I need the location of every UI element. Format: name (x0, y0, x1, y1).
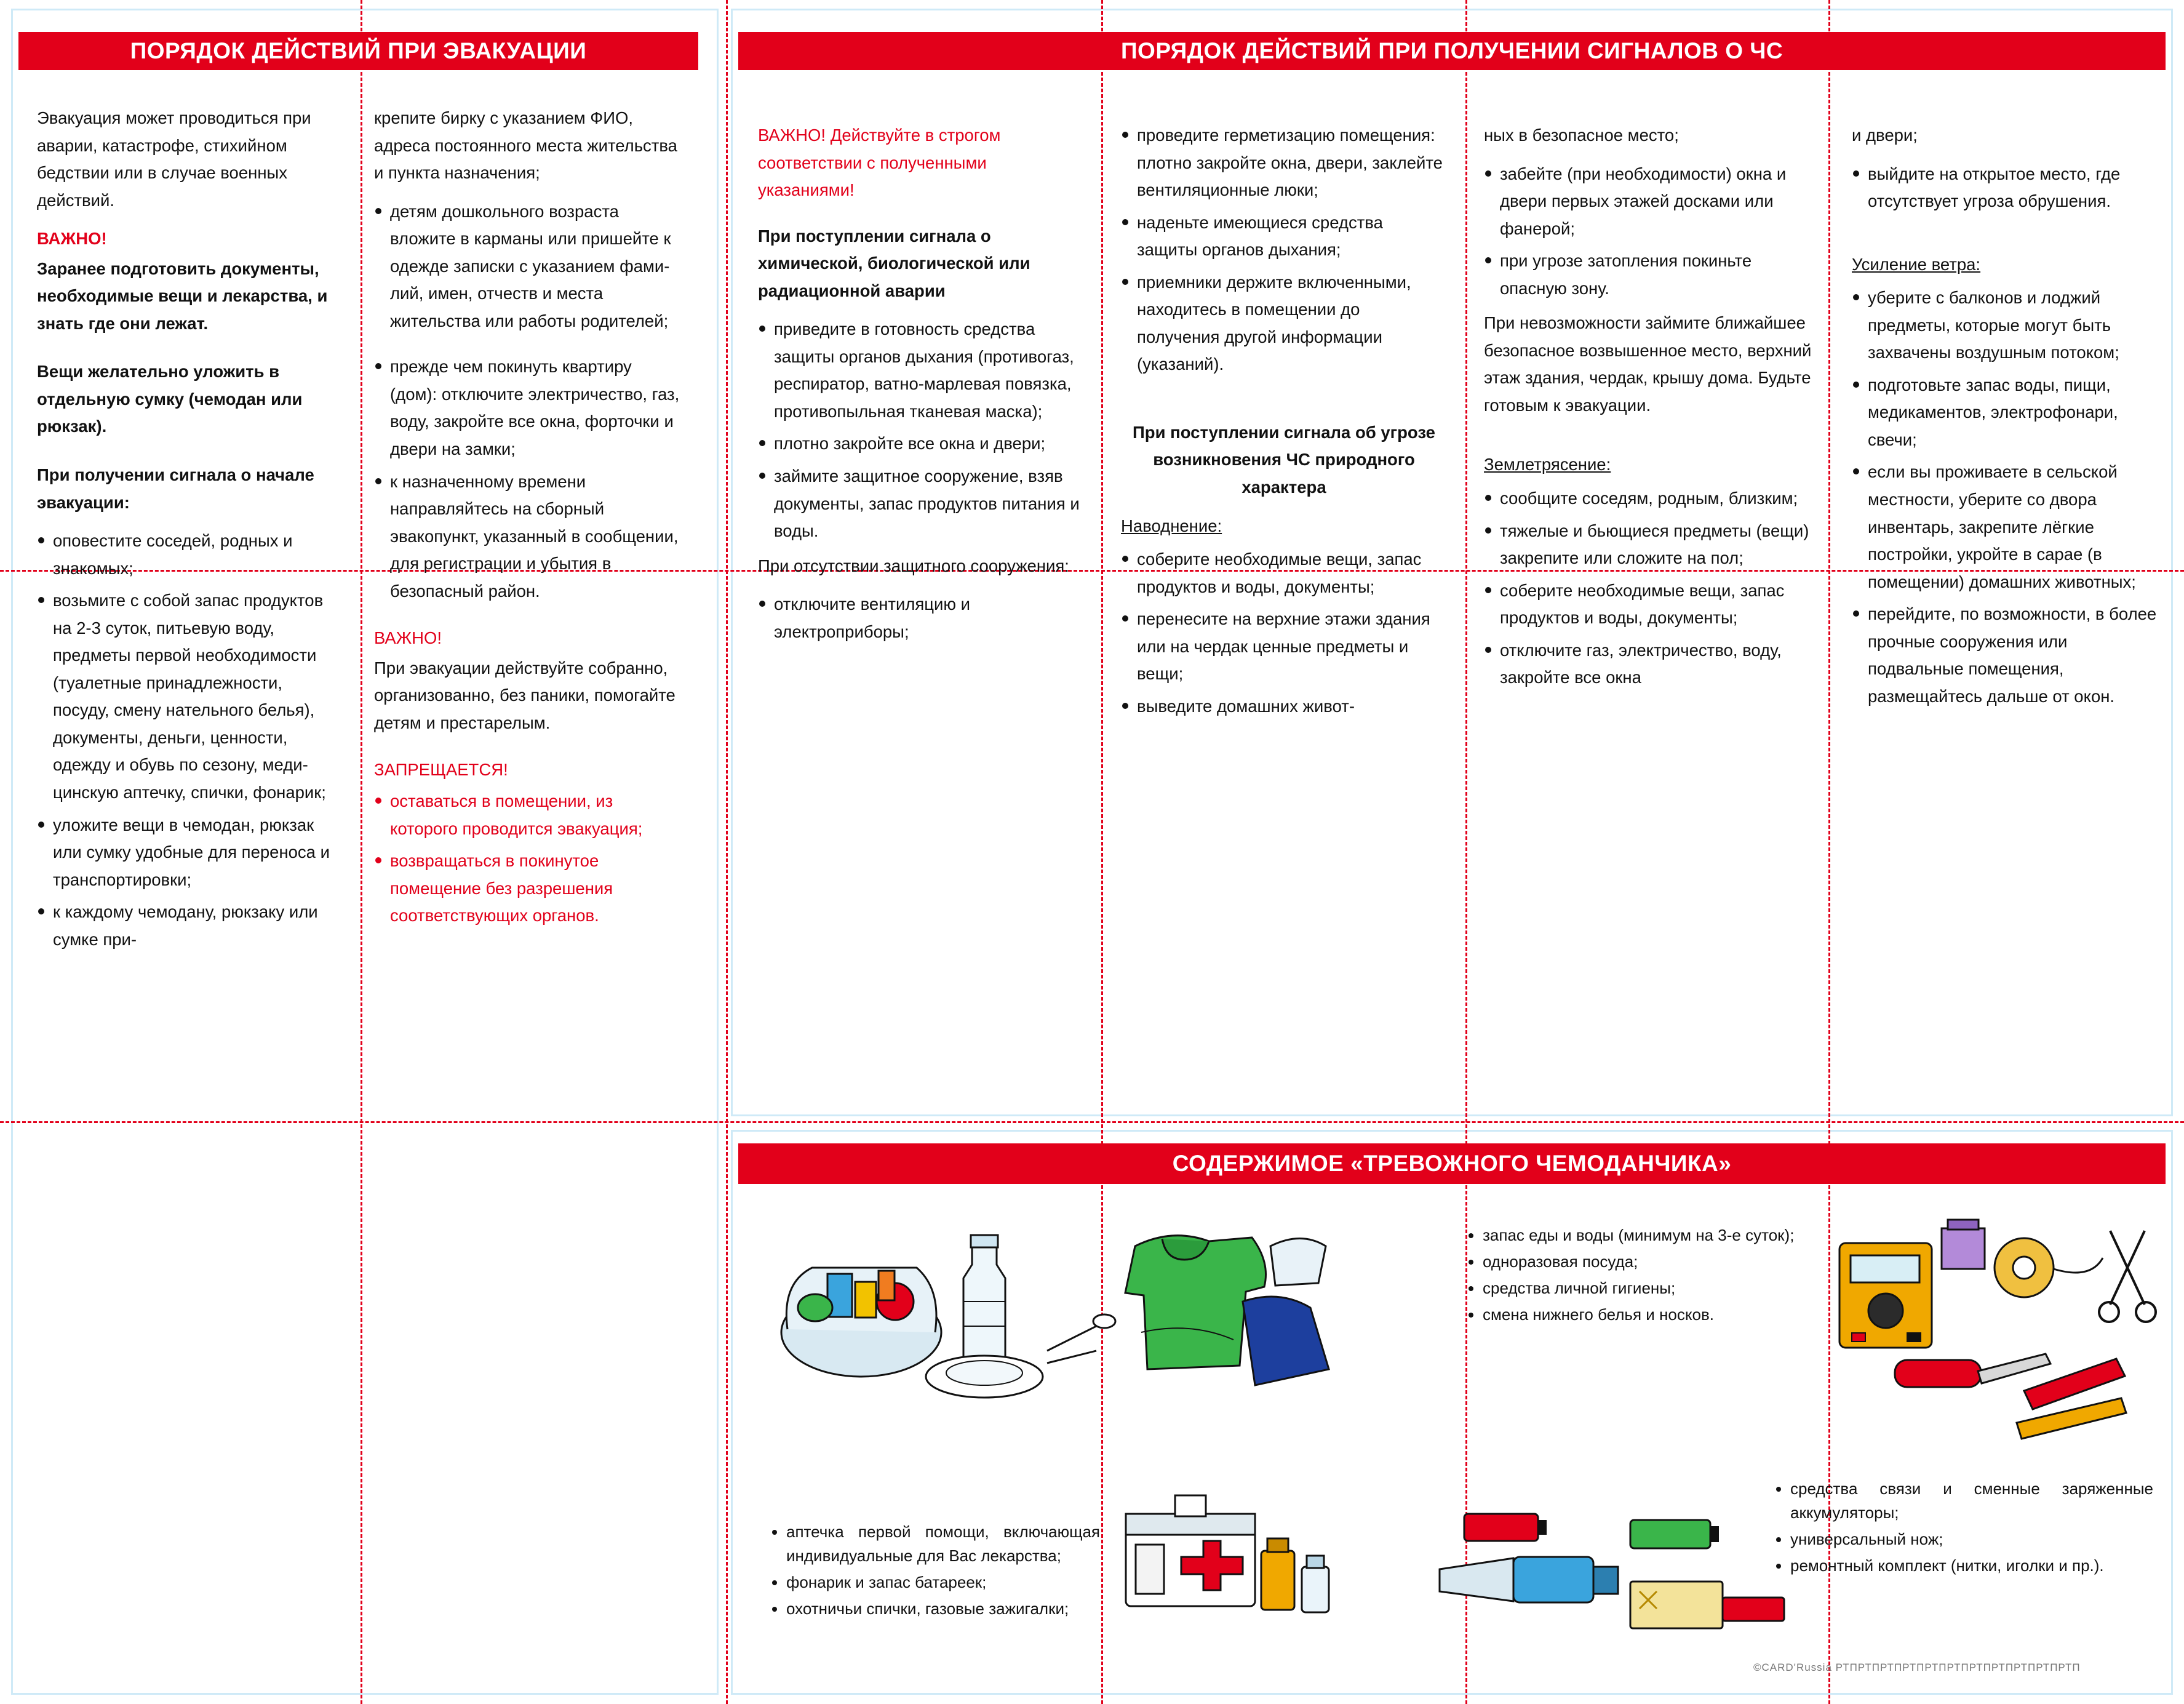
signals-bullet: приведите в готовность средства защиты органов дыхания (противогаз, респиратор, ватно-марлевая повязка, противопыльная тканевая маска); (758, 316, 1084, 425)
suitcase-item: • запас еды и воды (минимум на 3-е суток); (1483, 1223, 1809, 1247)
cut-guide-vertical-4 (1465, 0, 1467, 1704)
column-signals-2 (1121, 122, 1447, 725)
suitcase-item: • охотничьи спички, газовые зажигалки; (786, 1597, 1100, 1621)
evac-intro: Эвакуация может проводиться при аварии, катастрофе, стихийном бедствии или в случае военных действий. (37, 108, 311, 210)
column-signals-4 (1852, 122, 2159, 715)
suitcase-item: • смена нижнего белья и носков. (1483, 1303, 1809, 1327)
cut-guide-vertical-2 (726, 0, 728, 1704)
header-suitcase: СОДЕРЖИМОЕ «ТРЕВОЖНОГО ЧЕМОДАНЧИКА» (738, 1143, 2166, 1184)
signals-bullet: при угрозе затопления покиньте опасную зону. (1484, 247, 1816, 302)
signals-bullet: тяжелые и бьющиеся предметы (вещи) закрепите или сложите на пол; (1484, 518, 1816, 572)
illustration-food-supplies (769, 1209, 1138, 1412)
signals-no-shelter: При отсутствии защитного сооружения: (758, 556, 1069, 575)
illustration-flashlight-batteries (1427, 1477, 1796, 1662)
evac-bullet: оповестите соседей, родных и знакомых; (37, 527, 338, 582)
evac-important-text: Заранее подготовить документы, необходимые вещи и лекарства, и знать где они лежат. (37, 258, 328, 333)
watermark: ©CARD'Russia РТПРТПРТПРТПРТПРТПРТПРТПРТПРТПРТП (1753, 1662, 2081, 1673)
signals-bullet: перейдите, по возможности, в более прочные сооружения или подвальные помещения, размещайтесь дальше от окон. (1852, 601, 2159, 710)
evac-bullet: уложите вещи в чемодан, рюкзак или сумку удобные для переноса и транспортировки; (37, 812, 338, 894)
forbidden-bullet: оставаться в помещении, из которого проводится эвакуация; (374, 788, 682, 842)
subtitle-earthquake: Землетрясение: (1484, 455, 1611, 474)
column-evacuation-1 (37, 105, 338, 958)
cut-guide-vertical-3 (1101, 0, 1103, 1704)
signals-bullet: плотно закройте все окна и двери; (758, 430, 1084, 458)
signals-bullet: соберите необходимые вещи, запас продуктов и воды, документы; (1121, 546, 1447, 601)
suitcase-item: • универсальный нож; (1790, 1527, 2153, 1551)
signals-bullet: соберите необходимые вещи, запас продуктов и воды, документы; (1484, 577, 1816, 632)
signals-bullet: выйдите на открытое место, где отсутствует угроза обрушения. (1852, 161, 2159, 215)
evac-important2-label: ВАЖНО! (374, 628, 442, 648)
evac-bullet: к назначенному времени направляйтесь на сборный эвакопункт, указанный в сообщении, для регистрации и убытия в безопасный район. (374, 468, 682, 606)
suitcase-list-right (1772, 1477, 2153, 1580)
suitcase-item: • ремонтный комплект (нитки, иголки и пр.). (1790, 1554, 2153, 1578)
signals-important: ВАЖНО! Действуйте в строгом соответствии с полученными указаниями! (758, 126, 1001, 200)
suitcase-item: • одноразовая посуда; (1483, 1250, 1809, 1274)
suitcase-item: • аптечка первой помощи, включающая индивидуальные для Вас лекарства; (786, 1520, 1100, 1568)
signals-bullet: подготовьте запас воды, пищи, медикаментов, электрофонари, свечи; (1852, 372, 2159, 454)
evac-bullet: возьмите с собой запас продуктов на 2-3 суток, питьевую воду, предметы первой необходимости (туалетные принадлежности, посуду, смену нательного белья), документы, деньги, ценности, одежду и обувь по сезону, медицинскую аптечку, спички, фонарик; (37, 587, 338, 806)
column-signals-3 (1484, 122, 1816, 697)
evac-important-label: ВАЖНО! (37, 229, 107, 249)
evac-bullet: к каждому чемодану, рюкзаку или сумке при- (37, 898, 338, 953)
illustration-clothing (1117, 1209, 1375, 1388)
evac-bag-text: Вещи желательно уложить в отдельную сумку (чемодан или рюкзак). (37, 362, 303, 436)
signals-bullet: если вы проживаете в сельской местности, уберите со двора инвентарь, закрепите лёгкие постройки, укройте в сарае (в помещении) домашних животных; (1852, 458, 2159, 596)
evac-important2-text: При эвакуации действуйте собранно, организованно, без паники, помогайте детям и престарелым. (374, 658, 676, 732)
cut-guide-vertical-1 (361, 0, 362, 1704)
cut-guide-horizontal-2 (0, 1121, 2184, 1123)
evac-signal-title: При получении сигнала о начале эвакуации: (37, 465, 314, 512)
signals-bullet: займите защитное сооружение, взяв документы, запас продуктов питания и воды. (758, 463, 1084, 545)
subtitle-wind: Усиление ветра: (1852, 254, 1981, 274)
signals-bullet: проведите герметизацию помещения: плотно закройте окна, двери, заклейте вентиляционные люки; (1121, 122, 1447, 204)
suitcase-list-left (768, 1520, 1100, 1623)
forbidden-bullet: возвращаться в покинутое помещение без разрешения соответствующих органов. (374, 847, 682, 930)
signals-flood-para: При невозможности займите ближайшее безопасное возвышенное место, верхний этаж здания, чердак, крышу дома. Будьте готовым к эвакуации. (1484, 313, 1812, 415)
evac-bullet: детям дошкольного возраста вложите в карманы или пришейте к одежде записки с указанием фамилий, имен, отчеств и места жительства или работы родителей; (374, 198, 682, 335)
signals-cont2: и двери; (1852, 126, 1918, 145)
signals-bullet: приемники держите включенными, находитесь в помещении до получения другой информации (указаний). (1121, 269, 1447, 378)
header-signals: ПОРЯДОК ДЕЙСТВИЙ ПРИ ПОЛУЧЕНИИ СИГНАЛОВ О ЧС (738, 32, 2166, 70)
signals-bullet: отключите вентиляцию и электроприборы; (758, 591, 1084, 646)
suitcase-item: • средства личной гигиены; (1483, 1276, 1809, 1300)
evac-cont: крепите бирку с указанием ФИО, адреса постоянного места жительства и пункта назначения; (374, 108, 677, 183)
subtitle-flood: Наводнение: (1121, 516, 1222, 535)
signals-title-natural: При поступлении сигнала об угрозе возникновения ЧС природного характера (1133, 422, 1435, 497)
signals-bullet: перенесите на верхние этажи здания или на чердак ценные предметы и вещи; (1121, 606, 1447, 688)
column-evacuation-2 (374, 105, 682, 935)
suitcase-item: • фонарик и запас батареек; (786, 1570, 1100, 1594)
signals-cont: ных в безопасное место; (1484, 126, 1679, 145)
signals-bullet: наденьте имеющиеся средства защиты органов дыхания; (1121, 209, 1447, 264)
signals-bullet: забейте (при необходимости) окна и двери первых этажей досками или фанерой; (1484, 161, 1816, 243)
illustration-tools (1821, 1206, 2172, 1452)
forbidden-label: ЗАПРЕЩАЕТСЯ! (374, 760, 508, 780)
illustration-first-aid-kit (1107, 1477, 1366, 1662)
suitcase-item: • средства связи и сменные заряженные аккумуляторы; (1790, 1477, 2153, 1525)
column-signals-1 (758, 122, 1084, 650)
signals-bullet: уберите с балконов и лоджий предметы, которые могут быть захвачены воздушным потоком; (1852, 284, 2159, 367)
signals-bullet: сообщите соседям, родным, близким; (1484, 485, 1816, 513)
signals-bullet: выведите домашних живот- (1121, 693, 1447, 721)
signals-bullet: отключите газ, электричество, воду, закройте все окна (1484, 637, 1816, 692)
suitcase-list-top (1464, 1223, 1809, 1329)
signals-title-chem: При поступлении сигнала о химической, биологической или радиационной аварии (758, 226, 1030, 300)
evac-bullet: прежде чем покинуть квартиру (дом): отключите электричество, газ, воду, закройте все окна, форточки и двери на замки; (374, 353, 682, 463)
header-evacuation: ПОРЯДОК ДЕЙСТВИЙ ПРИ ЭВАКУАЦИИ (18, 32, 698, 70)
